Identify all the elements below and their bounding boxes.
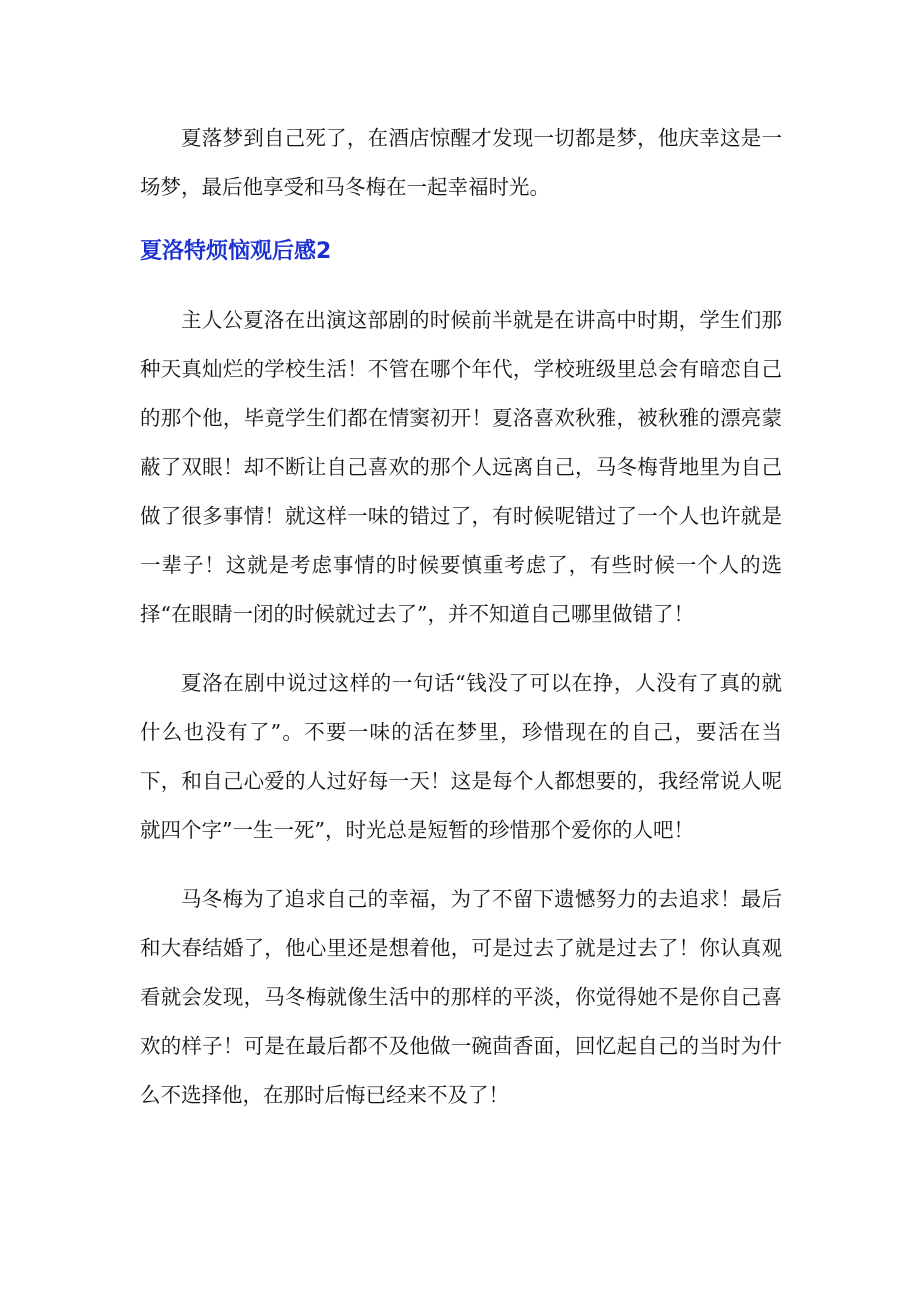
body-paragraph: 马冬梅为了追求自己的幸福，为了不留下遗憾努力的去追求！最后和大春结婚了，他心里还是想着他，可是过去了就是过去了！你认真观看就会发现，马冬梅就像生活中的那样的平淡，你觉得她不是你自己喜欢的样子！可是在最后都不及他做一碗茴香面，回忆起自己的当时为什么不选择他，在那时后悔已经来不及了！ (140, 887, 782, 1107)
intro-paragraph: 夏落梦到自己死了，在酒店惊醒才发现一切都是梦，他庆幸这是一场梦，最后他享受和马冬梅在一起幸福时光。 (140, 126, 782, 199)
body-paragraph: 夏洛在剧中说过这样的一句话“钱没了可以在挣，人没有了真的就什么也没有了”。不要一味的活在梦里，珍惜现在的自己，要活在当下，和自己心爱的人过好每一天！这是每个人都想要的，我经常说人呢就四个字”一生一死”，时光总是短暂的珍惜那个爱你的人吧！ (140, 671, 782, 842)
section-heading: 夏洛特烦恼观后感2 (140, 239, 332, 264)
body-paragraph: 主人公夏洛在出演这部剧的时候前半就是在讲高中时期，学生们那种天真灿烂的学校生活！不管在哪个年代，学校班级里总会有暗恋自己的那个他，毕竟学生们都在情窦初开！夏洛喜欢秋雅，被秋雅的漂亮蒙蔽了双眼！却不断让自己喜欢的那个人远离自己，马冬梅背地里为自己做了很多事情！就这样一味的错过了，有时候呢错过了一个人也许就是一辈子！这就是考虑事情的时候要慎重考虑了，有些时候一个人的选择“在眼睛一闭的时候就过去了”，并不知道自己哪里做错了！ (140, 308, 782, 626)
document-body (140, 114, 782, 1120)
